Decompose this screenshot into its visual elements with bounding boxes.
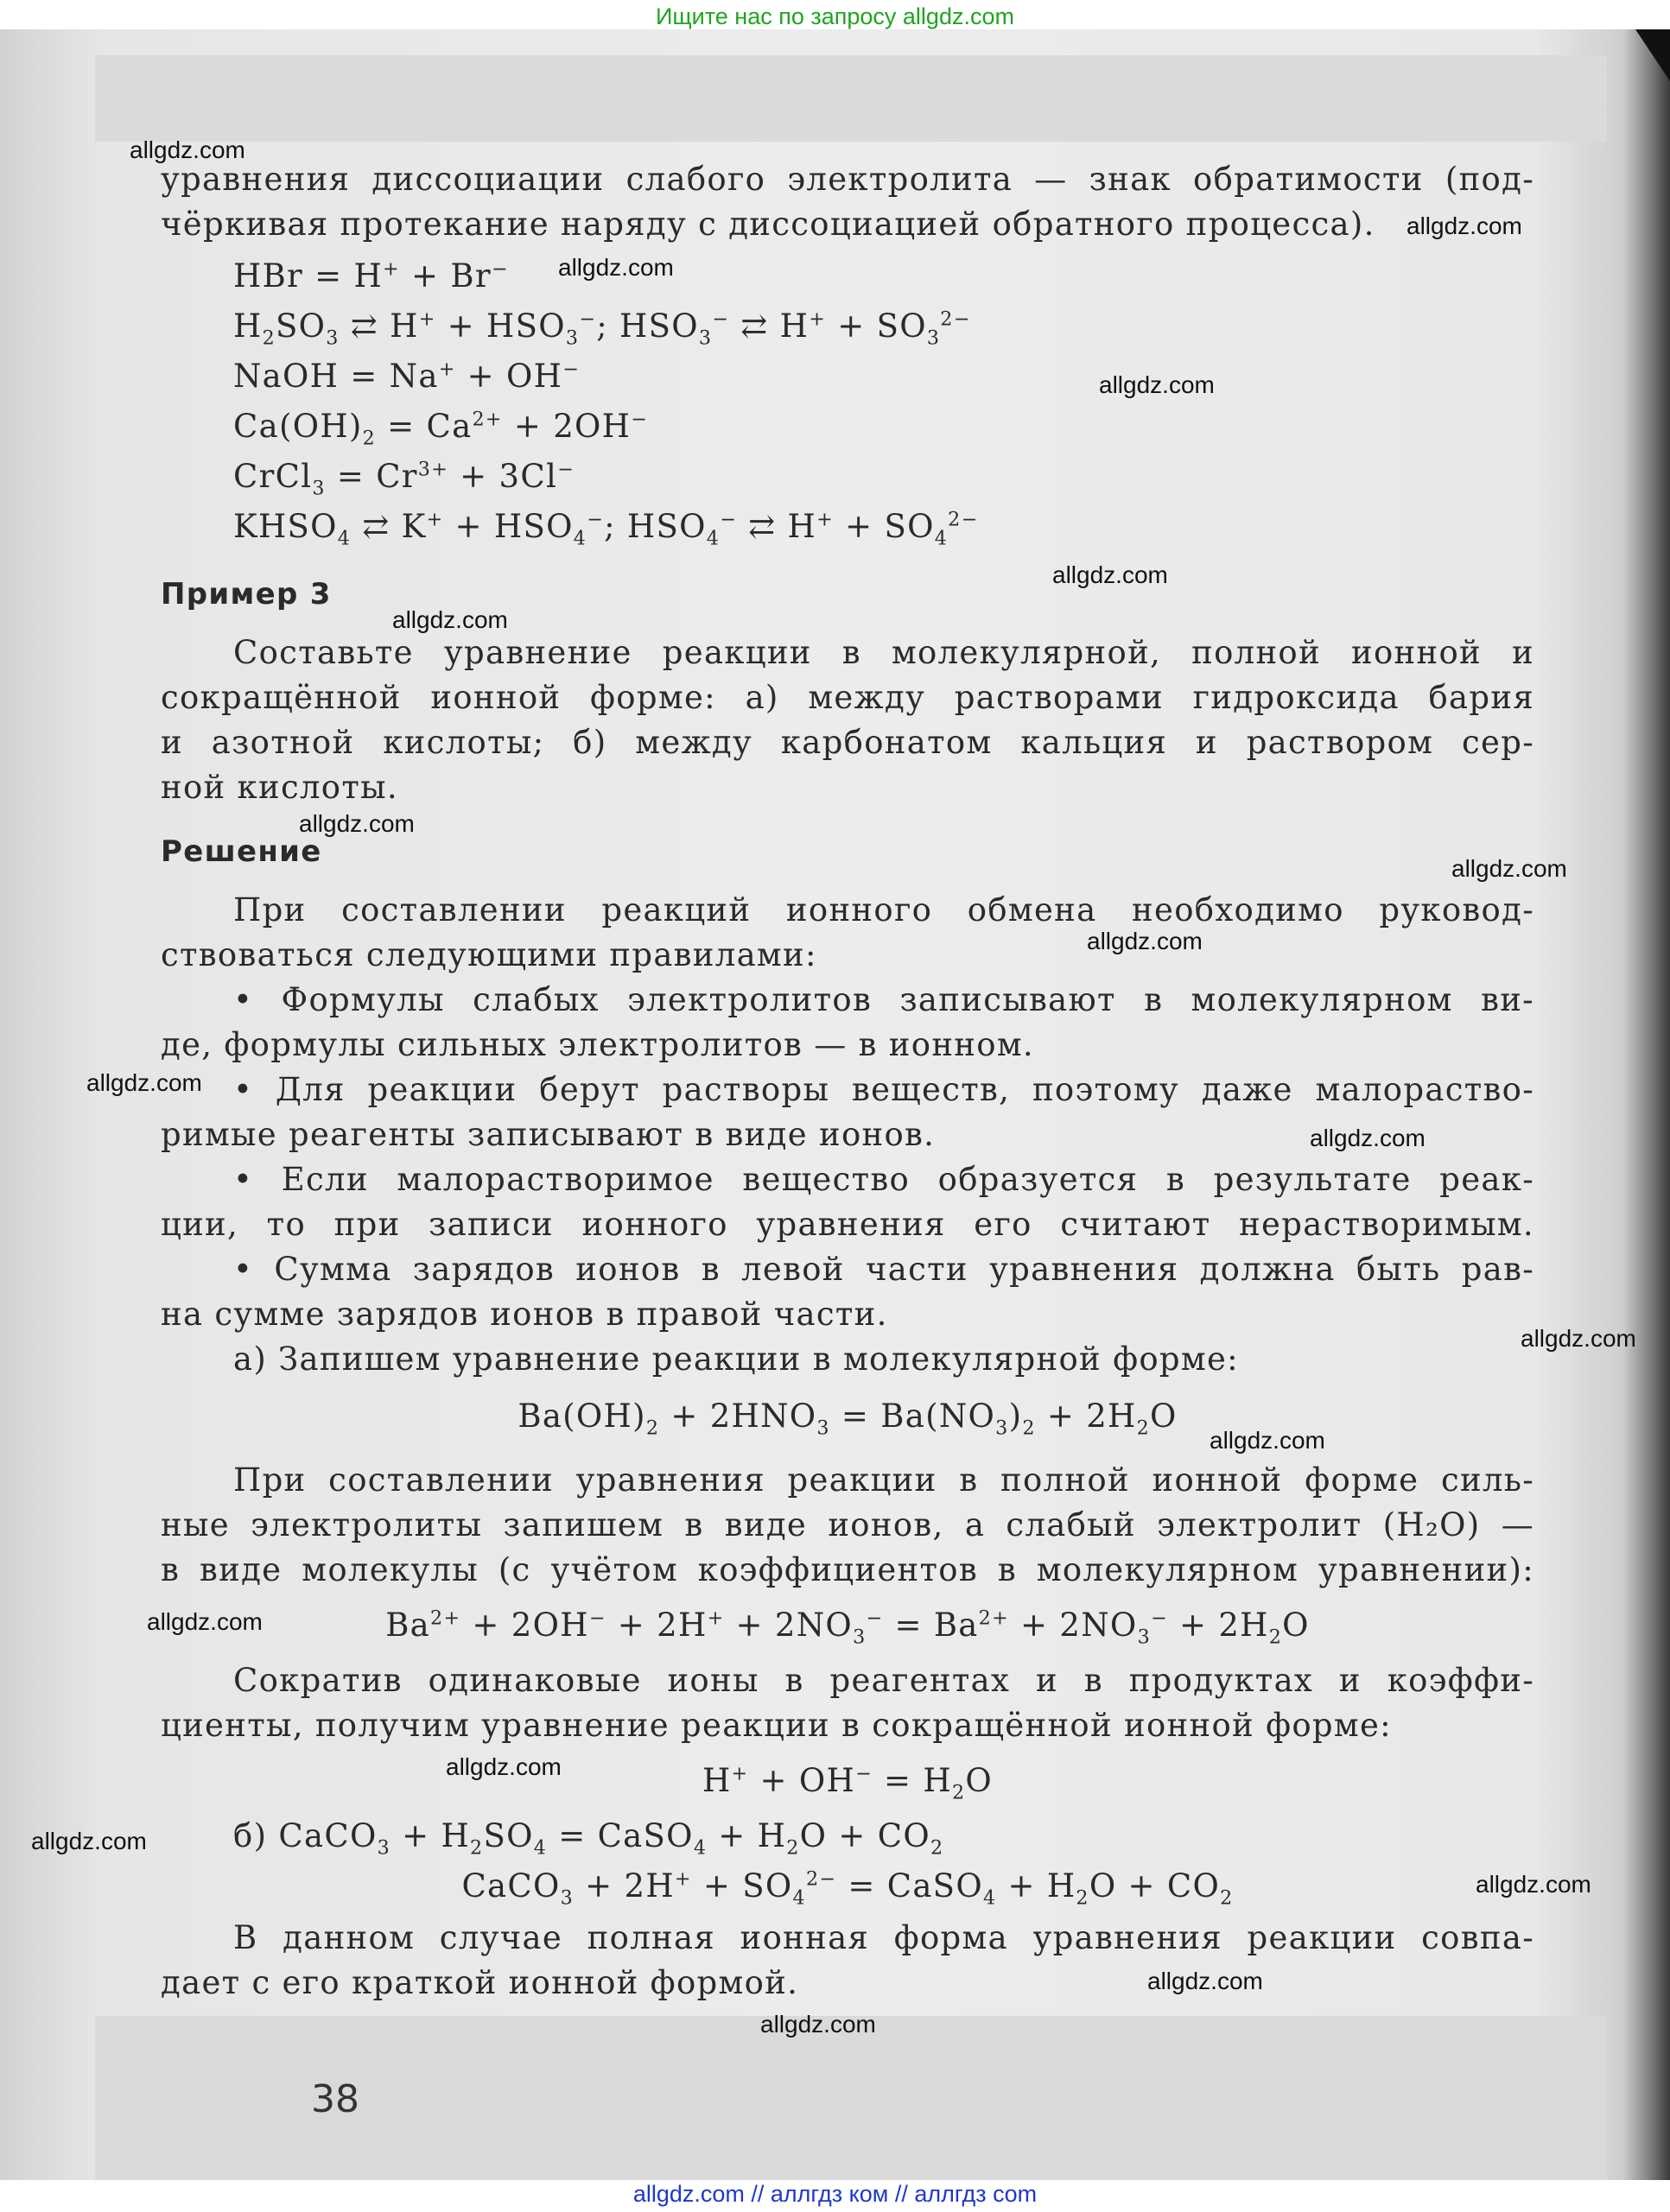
equation-b-molecular: б) CaCO$_3$ + $H_2SO_4$ = CaSO$_4$ + $H_2O + CO_2$ <box>233 1817 944 1860</box>
rule-line-5: • Если малорастворимое вещество образуется в результате реак- <box>233 1161 1534 1198</box>
example-title: Пример 3 <box>161 577 332 612</box>
intro-line-2: чёркивая протекание наряду с диссоциацией обратного процесса). <box>161 206 1375 243</box>
rules-intro-line-2: ствоваться следующими правилами: <box>161 936 817 973</box>
rule-line-8: на сумме зарядов ионов в правой части. <box>161 1296 888 1333</box>
watermark[interactable]: allgdz.com <box>1521 1325 1636 1352</box>
task-line-4: ной кислоты. <box>161 769 398 806</box>
page-number: 38 <box>311 2077 359 2121</box>
watermark[interactable]: allgdz.com <box>392 606 508 633</box>
short-ionic-line-1: Сократив одинаковые ионы в реагентах и в продуктах и коэффи- <box>233 1662 1534 1699</box>
equation-caoh2: $Ca(OH)_2 = Ca^{2+} + 2OH^-$ <box>233 408 649 450</box>
watermark[interactable]: allgdz.com <box>147 1608 263 1635</box>
watermark[interactable]: allgdz.com <box>760 2011 876 2038</box>
rules-intro-line-1: При составлении реакций ионного обмена необходимо руковод- <box>233 891 1534 929</box>
watermark[interactable]: allgdz.com <box>1099 371 1215 398</box>
watermark[interactable]: allgdz.com <box>1087 928 1203 954</box>
equation-b-ionic: CaCO$_3$ + $2H^+ + SO_4^{2-}$ = CaSO$_4$ + $H_2O + CO_2$ <box>461 1867 1234 1910</box>
solution-title: Решение <box>161 834 322 869</box>
task-line-3: и азотной кислоты; б) между карбонатом кальция и раствором сер- <box>161 724 1534 761</box>
full-ionic-line-2: ные электролиты запишем в виде ионов, а слабый электролит (H₂O) — <box>161 1506 1534 1543</box>
equation-crcl3: CrCl$_3$ = $Cr^{3+} + 3Cl^-$ <box>233 458 575 500</box>
bottom-banner[interactable]: allgdz.com // аллгдз ком // аллгдз com <box>632 2181 1038 2207</box>
watermark[interactable]: allgdz.com <box>1406 212 1522 239</box>
rule-line-6: ции, то при записи ионного уравнения его считают нерастворимым. <box>161 1206 1534 1243</box>
equation-a-short-ionic: $H^+ + OH^- = H_2O$ <box>702 1762 994 1804</box>
page-shadow-top <box>95 55 1607 142</box>
equation-hbr: HBr = H+ + Br− <box>233 257 509 295</box>
short-ionic-line-2: циенты, получим уравнение реакции в сокращённой ионной форме: <box>161 1707 1392 1744</box>
full-ionic-line-1: При составлении уравнения реакции в полной ионной форме силь- <box>233 1461 1534 1499</box>
watermark[interactable]: allgdz.com <box>130 136 245 163</box>
equation-a-full-ionic: $Ba^{2+} + 2OH^- + 2H^+ + 2NO_3^- = Ba^{2+} + 2NO_3^- + 2H_2O$ <box>385 1607 1310 1649</box>
rule-line-1: • Формулы слабых электролитов записывают в молекулярном ви- <box>233 981 1534 1018</box>
watermark[interactable]: allgdz.com <box>31 1828 147 1854</box>
rule-line-2: де, формулы сильных электролитов — в ионном. <box>161 1026 1034 1063</box>
part-a-intro: а) Запишем уравнение реакции в молекулярной форме: <box>233 1341 1239 1378</box>
conclusion-line-2: дает с его краткой ионной формой. <box>161 1964 799 2001</box>
watermark[interactable]: allgdz.com <box>1476 1871 1591 1898</box>
page-binding-edge <box>1622 29 1670 2180</box>
watermark[interactable]: allgdz.com <box>1310 1125 1426 1151</box>
rule-line-3: • Для реакции берут растворы веществ, поэтому даже малораство- <box>233 1071 1534 1108</box>
equation-khso4: $KHSO_4$ ⇄ $K^+ + HSO_4^-$; $HSO_4^-$ ⇄ $H^+ + SO_4^{2-}$ <box>233 508 979 550</box>
task-line-1: Составьте уравнение реакции в молекулярной, полной ионной и <box>233 634 1534 671</box>
equation-a-molecular: $Ba(OH)_2 + 2HNO_3 = Ba(NO_3)_2 + 2H_2O$ <box>518 1398 1178 1440</box>
watermark[interactable]: allgdz.com <box>1052 561 1168 588</box>
equation-naoh: NaOH = Na+ + OH− <box>233 358 581 395</box>
equation-h2so3: $H_2SO_3$ ⇄ $H^+ + HSO_3^-$; $HSO_3^-$ ⇄ $H^+ + SO_3^{2-}$ <box>233 307 971 350</box>
task-line-2: сокращённой ионной форме: а) между растворами гидроксида бария <box>161 679 1534 716</box>
full-ionic-line-3: в виде молекулы (с учётом коэффициентов в молекулярном уравнении): <box>161 1551 1534 1588</box>
top-banner[interactable]: Ищите нас по запросу allgdz.com <box>656 3 1014 29</box>
watermark[interactable]: allgdz.com <box>299 810 415 837</box>
watermark[interactable]: allgdz.com <box>446 1753 562 1780</box>
watermark[interactable]: allgdz.com <box>558 254 674 281</box>
rule-line-4: римые реагенты записывают в виде ионов. <box>161 1116 936 1153</box>
watermark[interactable]: allgdz.com <box>1210 1427 1325 1454</box>
rule-line-7: • Сумма зарядов ионов в левой части уравнения должна быть рав- <box>233 1251 1534 1288</box>
watermark[interactable]: allgdz.com <box>1451 855 1567 882</box>
watermark[interactable]: allgdz.com <box>1147 1968 1263 1994</box>
watermark[interactable]: allgdz.com <box>86 1069 202 1096</box>
intro-line-1: уравнения диссоциации слабого электролита — знак обратимости (под- <box>161 161 1534 198</box>
conclusion-line-1: В данном случае полная ионная форма уравнения реакции совпа- <box>233 1919 1534 1956</box>
page-corner <box>1635 29 1670 81</box>
